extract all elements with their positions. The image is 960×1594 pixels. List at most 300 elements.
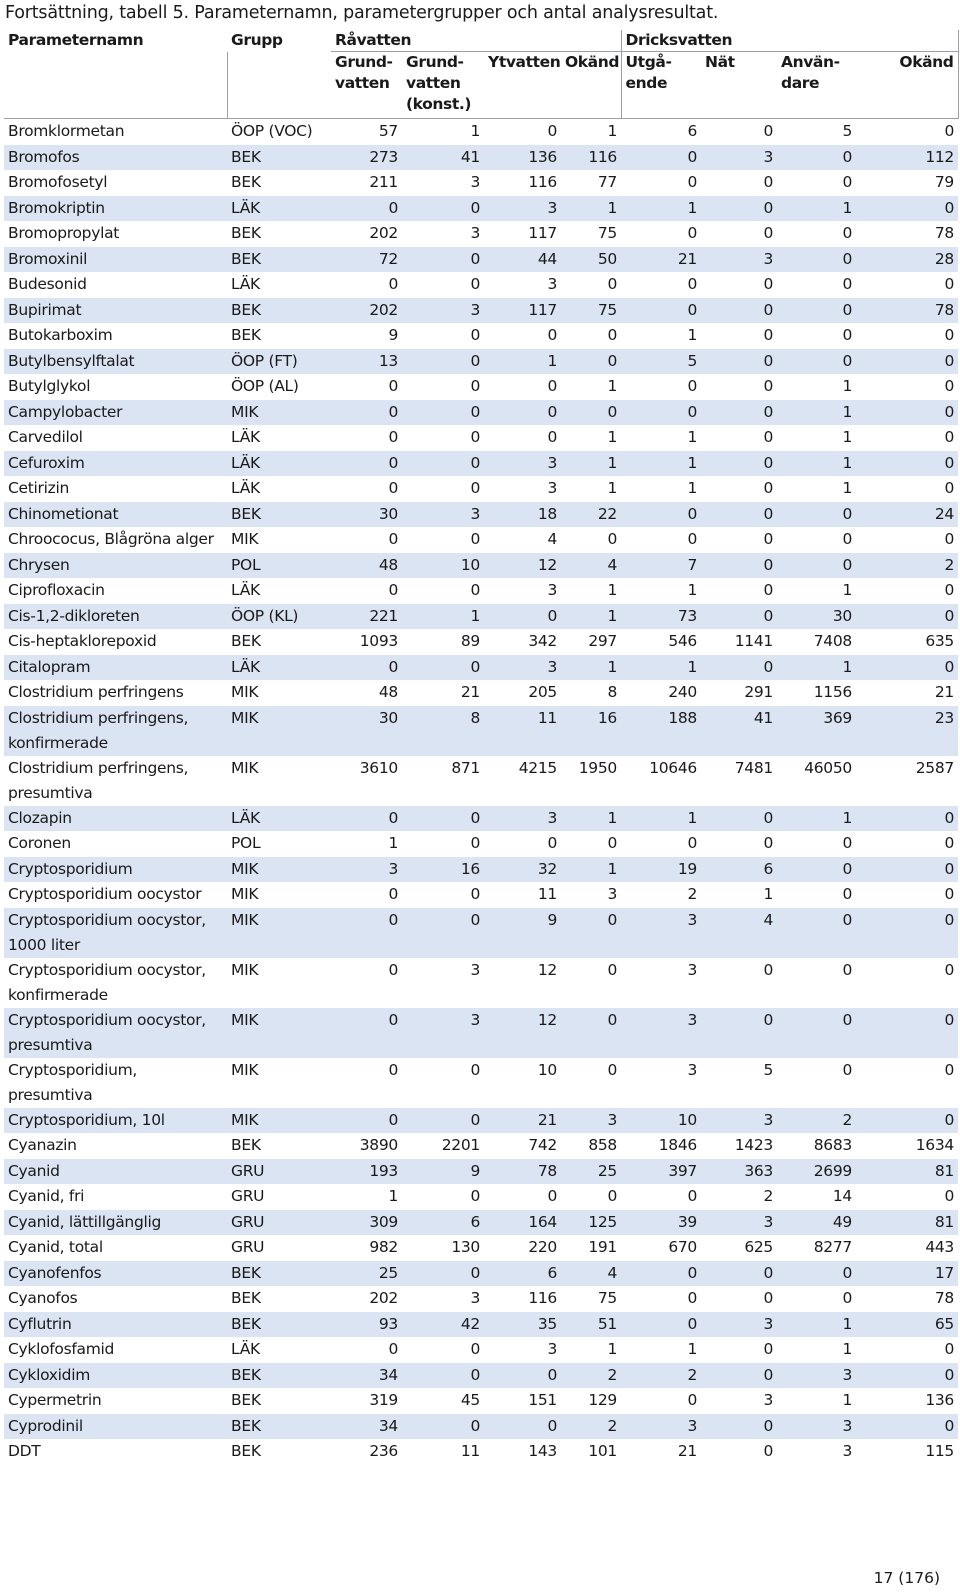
- table-row: [4, 527, 958, 553]
- table-row: [4, 374, 958, 400]
- cell-parameter: Butokarboxim: [8, 326, 113, 344]
- cell-value: 0: [547, 1187, 557, 1205]
- cell-value: 78: [934, 1289, 954, 1307]
- cell-value: 3: [470, 173, 480, 191]
- cell-group: MIK: [231, 1060, 259, 1079]
- cell-value: 1: [607, 479, 617, 497]
- cell-value: 2: [856, 553, 958, 579]
- cell-value: 0: [331, 806, 402, 832]
- cell-value: 0: [856, 196, 958, 222]
- cell-value: 0: [944, 1187, 954, 1205]
- cell-group: MIK: [227, 857, 331, 883]
- cell-value: 77: [597, 173, 617, 191]
- cell-parameter: Cryptosporidium oocystor, 1000 liter: [4, 908, 227, 958]
- cell-parameter: Butylglykol: [8, 377, 91, 395]
- cell-value: 93: [331, 1312, 402, 1338]
- cell-value: 28: [856, 247, 958, 273]
- cell-value: 0: [621, 400, 701, 426]
- cell-value: 0: [484, 1363, 561, 1389]
- cell-parameter: Budesonid: [8, 275, 87, 293]
- cell-value: 10: [537, 1060, 557, 1079]
- cell-value: 13: [331, 349, 402, 375]
- cell-value: 3: [402, 298, 484, 324]
- cell-value: 0: [331, 451, 402, 477]
- cell-group: MIK: [227, 1008, 331, 1058]
- cell-value: 0: [701, 1414, 777, 1440]
- cell-value: 10: [621, 1108, 701, 1134]
- cell-parameter: Coronen: [8, 834, 71, 852]
- cell-value: 0: [763, 224, 773, 242]
- cell-value: 1: [842, 479, 852, 497]
- cell-value: 291: [744, 683, 773, 701]
- cell-value: 45: [460, 1391, 480, 1409]
- cell-value: 101: [588, 1442, 617, 1460]
- cell-value: 0: [687, 224, 697, 242]
- cell-value: 1: [607, 1340, 617, 1358]
- cell-value: 0: [470, 1187, 480, 1205]
- cell-value: 3: [607, 885, 617, 903]
- cell-value: 12: [484, 553, 561, 579]
- cell-value: 42: [402, 1312, 484, 1338]
- cell-value: 1: [561, 451, 621, 477]
- cell-parameter: Chinometionat: [4, 502, 227, 528]
- cell-value: 0: [944, 1340, 954, 1358]
- cell-value: 10646: [649, 758, 697, 777]
- header-dricksvatten: Dricksvatten: [621, 30, 958, 52]
- cell-value: 0: [944, 1060, 954, 1079]
- cell-group: LÄK: [231, 1340, 260, 1358]
- table-row: [4, 1235, 958, 1261]
- cell-value: 858: [588, 1136, 617, 1154]
- cell-value: 21: [677, 1442, 697, 1460]
- cell-value: 1: [607, 428, 617, 446]
- cell-parameter: Carvedilol: [8, 428, 83, 446]
- cell-value: 1423: [734, 1136, 773, 1154]
- table-body: [4, 119, 958, 1465]
- cell-parameter: Bromklormetan: [8, 122, 125, 140]
- cell-value: 0: [621, 298, 701, 324]
- cell-value: 0: [607, 834, 617, 852]
- cell-group: BEK: [231, 173, 261, 191]
- cell-value: 51: [561, 1312, 621, 1338]
- header-okand-ravatten: Okänd: [561, 52, 621, 119]
- cell-value: 21: [934, 683, 954, 701]
- table-row: [4, 706, 958, 756]
- header-okand-dricksvatten: Okänd: [856, 52, 958, 119]
- cell-value: 3: [621, 1008, 701, 1058]
- cell-value: 0: [331, 1008, 402, 1058]
- cell-value: 202: [369, 1289, 398, 1307]
- cell-value: 125: [561, 1210, 621, 1236]
- cell-value: 1: [561, 857, 621, 883]
- cell-value: 4: [701, 908, 777, 958]
- cell-value: 0: [687, 1289, 697, 1307]
- cell-value: 3: [777, 1363, 856, 1389]
- cell-value: 0: [621, 1261, 701, 1287]
- table-row: [4, 349, 958, 375]
- cell-value: 5: [621, 349, 701, 375]
- cell-value: 3: [701, 1210, 777, 1236]
- cell-value: 0: [402, 400, 484, 426]
- table-row: [4, 806, 958, 832]
- cell-value: 78: [934, 224, 954, 242]
- cell-value: 0: [777, 857, 856, 883]
- cell-value: 3890: [359, 1136, 398, 1154]
- cell-value: 0: [484, 604, 561, 630]
- table-row: [4, 958, 958, 1008]
- cell-value: 0: [547, 326, 557, 344]
- cell-group: BEK: [227, 145, 331, 171]
- cell-value: 202: [331, 298, 402, 324]
- cell-value: 0: [701, 1363, 777, 1389]
- table-row: [4, 857, 958, 883]
- cell-value: 1: [687, 581, 697, 599]
- cell-value: 35: [484, 1312, 561, 1338]
- cell-value: 6: [484, 1261, 561, 1287]
- cell-value: 0: [561, 1008, 621, 1058]
- cell-value: 25: [331, 1261, 402, 1287]
- table-row: [4, 831, 958, 857]
- cell-value: 34: [331, 1363, 402, 1389]
- cell-value: 0: [856, 908, 958, 958]
- table-row: [4, 655, 958, 681]
- cell-value: 240: [668, 683, 697, 701]
- cell-value: 0: [856, 604, 958, 630]
- cell-value: 9: [402, 1159, 484, 1185]
- cell-value: 1: [687, 1340, 697, 1358]
- cell-value: 0: [763, 1340, 773, 1358]
- cell-group: LÄK: [227, 655, 331, 681]
- cell-value: 0: [388, 377, 398, 395]
- cell-value: 17: [856, 1261, 958, 1287]
- cell-value: 2: [777, 1108, 856, 1134]
- table-row: [4, 1133, 958, 1159]
- cell-value: 3: [484, 451, 561, 477]
- cell-value: 44: [484, 247, 561, 273]
- cell-group: MIK: [227, 400, 331, 426]
- cell-value: 0: [777, 1008, 856, 1058]
- cell-value: 0: [842, 1289, 852, 1307]
- cell-value: 625: [744, 1238, 773, 1256]
- cell-value: 0: [388, 960, 398, 979]
- cell-parameter: Cryptosporidium, 10l: [4, 1108, 227, 1134]
- cell-value: 1: [687, 428, 697, 446]
- header-utgaende: Utgå- ende: [621, 52, 701, 119]
- cell-value: 2587: [915, 758, 954, 777]
- cell-value: 81: [856, 1159, 958, 1185]
- cell-value: 41: [402, 145, 484, 171]
- cell-parameter: Cis-heptaklorepoxid: [8, 632, 157, 650]
- cell-value: 0: [944, 377, 954, 395]
- cell-value: 115: [925, 1442, 954, 1460]
- cell-parameter: Ciprofloxacin: [8, 581, 105, 599]
- cell-value: 21: [460, 683, 480, 701]
- table-row: [4, 323, 958, 349]
- cell-value: 75: [561, 298, 621, 324]
- cell-parameter: Cyklofosfamid: [8, 1340, 115, 1358]
- cell-group: MIK: [231, 885, 259, 903]
- cell-value: 0: [944, 122, 954, 140]
- table-row: [4, 1286, 958, 1312]
- cell-value: 635: [925, 632, 954, 650]
- cell-parameter: DDT: [8, 1442, 41, 1460]
- cell-value: 0: [842, 530, 852, 548]
- cell-value: 0: [607, 530, 617, 548]
- cell-group: MIK: [227, 908, 331, 958]
- cell-value: 1: [842, 377, 852, 395]
- cell-group: GRU: [227, 1210, 331, 1236]
- cell-value: 1: [388, 1187, 398, 1205]
- cell-group: ÖOP (VOC): [231, 122, 313, 140]
- cell-value: 1: [561, 655, 621, 681]
- cell-value: 0: [701, 1261, 777, 1287]
- table-row: [4, 400, 958, 426]
- table-row: [4, 425, 958, 451]
- cell-value: 0: [856, 349, 958, 375]
- cell-value: 0: [687, 1391, 697, 1409]
- cell-group: MIK: [227, 1108, 331, 1134]
- cell-value: 0: [701, 298, 777, 324]
- cell-value: 188: [621, 706, 701, 756]
- cell-value: 0: [856, 451, 958, 477]
- cell-value: 0: [763, 479, 773, 497]
- cell-value: 0: [944, 885, 954, 903]
- cell-value: 0: [687, 275, 697, 293]
- cell-value: 3610: [359, 758, 398, 777]
- cell-value: 0: [763, 834, 773, 852]
- cell-value: 0: [402, 1261, 484, 1287]
- cell-value: 0: [470, 581, 480, 599]
- cell-value: 34: [331, 1414, 402, 1440]
- cell-value: 0: [331, 908, 402, 958]
- cell-parameter: Cyanid: [4, 1159, 227, 1185]
- cell-value: 191: [588, 1238, 617, 1256]
- cell-value: 1: [621, 196, 701, 222]
- cell-value: 4215: [518, 758, 557, 777]
- cell-value: 30: [331, 502, 402, 528]
- cell-value: 0: [470, 428, 480, 446]
- header-parameter-name: Parameternamn: [8, 31, 144, 49]
- cell-value: 0: [561, 349, 621, 375]
- cell-value: 3: [470, 960, 480, 979]
- header-blank-param: [4, 52, 227, 119]
- cell-value: 0: [470, 479, 480, 497]
- cell-value: 0: [777, 1261, 856, 1287]
- header-row-groups: [4, 30, 958, 52]
- cell-value: 1141: [734, 632, 773, 650]
- analysis-table: [4, 30, 959, 1465]
- cell-value: 1: [777, 196, 856, 222]
- cell-parameter: Chrysen: [4, 553, 227, 579]
- cell-value: 0: [470, 275, 480, 293]
- cell-value: 12: [484, 1008, 561, 1058]
- cell-group: GRU: [231, 1187, 265, 1205]
- cell-value: 3: [842, 1442, 852, 1460]
- cell-value: 211: [369, 173, 398, 191]
- cell-value: 73: [621, 604, 701, 630]
- table-row: [4, 882, 958, 908]
- cell-value: 3: [547, 479, 557, 497]
- cell-value: 0: [856, 806, 958, 832]
- cell-value: 0: [331, 196, 402, 222]
- header-grundvatten: Grund- vatten: [331, 52, 402, 119]
- cell-value: 0: [402, 247, 484, 273]
- table-row: [4, 170, 958, 196]
- cell-value: 3: [402, 502, 484, 528]
- cell-value: 0: [944, 275, 954, 293]
- cell-value: 0: [621, 145, 701, 171]
- cell-value: 0: [402, 806, 484, 832]
- cell-group: BEK: [227, 1363, 331, 1389]
- cell-value: 3: [402, 1008, 484, 1058]
- cell-value: 1: [777, 400, 856, 426]
- cell-value: 0: [607, 275, 617, 293]
- cell-group: LÄK: [227, 196, 331, 222]
- cell-value: 2: [621, 1363, 701, 1389]
- cell-parameter: Cyanofenfos: [4, 1261, 227, 1287]
- cell-value: 0: [687, 1187, 697, 1205]
- cell-value: 3: [547, 581, 557, 599]
- cell-group: GRU: [227, 1159, 331, 1185]
- cell-value: 1: [842, 428, 852, 446]
- cell-parameter: Bromofos: [4, 145, 227, 171]
- table-row: [4, 1388, 958, 1414]
- cell-value: 193: [331, 1159, 402, 1185]
- cell-value: 3: [484, 655, 561, 681]
- cell-value: 46050: [804, 758, 852, 777]
- cell-value: 0: [388, 428, 398, 446]
- cell-value: 0: [470, 885, 480, 903]
- cell-value: 0: [763, 173, 773, 191]
- cell-value: 116: [528, 173, 557, 191]
- table-row: [4, 1439, 958, 1465]
- cell-value: 369: [777, 706, 856, 756]
- table-row: [4, 1108, 958, 1134]
- cell-value: 1: [842, 581, 852, 599]
- cell-value: 0: [402, 1108, 484, 1134]
- cell-value: 1: [470, 122, 480, 140]
- cell-value: 164: [484, 1210, 561, 1236]
- cell-value: 0: [944, 581, 954, 599]
- table-row: [4, 604, 958, 630]
- cell-value: 22: [561, 502, 621, 528]
- cell-value: 9: [484, 908, 561, 958]
- cell-value: 0: [331, 1108, 402, 1134]
- cell-value: 3: [701, 1312, 777, 1338]
- cell-parameter: Bromokriptin: [4, 196, 227, 222]
- cell-value: 129: [588, 1391, 617, 1409]
- table-row: [4, 1414, 958, 1440]
- cell-value: 0: [777, 349, 856, 375]
- cell-value: 116: [561, 145, 621, 171]
- cell-value: 0: [484, 1414, 561, 1440]
- cell-value: 3: [777, 1414, 856, 1440]
- cell-value: 8: [402, 706, 484, 756]
- cell-value: 136: [484, 145, 561, 171]
- cell-value: 14: [832, 1187, 852, 1205]
- cell-value: 0: [687, 834, 697, 852]
- cell-value: 6: [701, 857, 777, 883]
- table-row: [4, 1312, 958, 1338]
- cell-value: 0: [621, 1312, 701, 1338]
- cell-value: 0: [701, 553, 777, 579]
- cell-parameter: Campylobacter: [4, 400, 227, 426]
- cell-value: 2: [763, 1187, 773, 1205]
- table-row: [4, 1261, 958, 1287]
- cell-value: 0: [944, 326, 954, 344]
- cell-value: 2: [561, 1363, 621, 1389]
- cell-parameter: Citalopram: [4, 655, 227, 681]
- cell-value: 1: [607, 122, 617, 140]
- cell-value: 0: [701, 400, 777, 426]
- cell-value: 21: [484, 1108, 561, 1134]
- cell-value: 5: [763, 1060, 773, 1079]
- cell-value: 0: [856, 400, 958, 426]
- cell-value: 0: [402, 1363, 484, 1389]
- cell-value: 0: [763, 377, 773, 395]
- table-row: [4, 680, 958, 706]
- cell-value: 16: [402, 857, 484, 883]
- table-row: [4, 1337, 958, 1363]
- cell-group: LÄK: [231, 581, 260, 599]
- cell-parameter: Cetirizin: [8, 479, 69, 497]
- table-row: [4, 221, 958, 247]
- cell-value: 30: [331, 706, 402, 756]
- table-row: [4, 247, 958, 273]
- cell-value: 0: [470, 834, 480, 852]
- cell-value: 0: [777, 145, 856, 171]
- cell-value: 9: [388, 326, 398, 344]
- cell-value: 10: [402, 553, 484, 579]
- cell-value: 6: [402, 1210, 484, 1236]
- cell-value: 0: [763, 326, 773, 344]
- cell-value: 1: [687, 479, 697, 497]
- cell-value: 0: [687, 530, 697, 548]
- cell-value: 151: [528, 1391, 557, 1409]
- cell-parameter: Cyanid, fri: [8, 1187, 85, 1205]
- header-nat: Nät: [701, 52, 777, 119]
- cell-value: 3: [621, 908, 701, 958]
- cell-parameter: Clozapin: [4, 806, 227, 832]
- cell-value: 0: [856, 1108, 958, 1134]
- cell-parameter: Cyanid, total: [8, 1238, 103, 1256]
- cell-value: 1: [842, 1391, 852, 1409]
- cell-value: 1093: [359, 632, 398, 650]
- cell-value: 0: [944, 960, 954, 979]
- cell-value: 72: [331, 247, 402, 273]
- cell-value: 1846: [658, 1136, 697, 1154]
- cell-value: 0: [607, 1187, 617, 1205]
- cell-value: 0: [701, 604, 777, 630]
- cell-value: 0: [561, 908, 621, 958]
- cell-group: LÄK: [227, 451, 331, 477]
- cell-value: 3: [547, 1340, 557, 1358]
- cell-value: 236: [369, 1442, 398, 1460]
- cell-value: 0: [470, 1340, 480, 1358]
- cell-value: 0: [856, 1363, 958, 1389]
- table-row: [4, 908, 958, 958]
- cell-value: 742: [528, 1136, 557, 1154]
- cell-group: BEK: [227, 298, 331, 324]
- cell-value: 1: [561, 196, 621, 222]
- cell-value: 0: [402, 655, 484, 681]
- cell-value: 3: [484, 196, 561, 222]
- cell-group: BEK: [231, 1136, 261, 1154]
- cell-value: 0: [777, 908, 856, 958]
- cell-value: 4: [561, 553, 621, 579]
- cell-value: 0: [777, 298, 856, 324]
- table-row: [4, 1058, 958, 1108]
